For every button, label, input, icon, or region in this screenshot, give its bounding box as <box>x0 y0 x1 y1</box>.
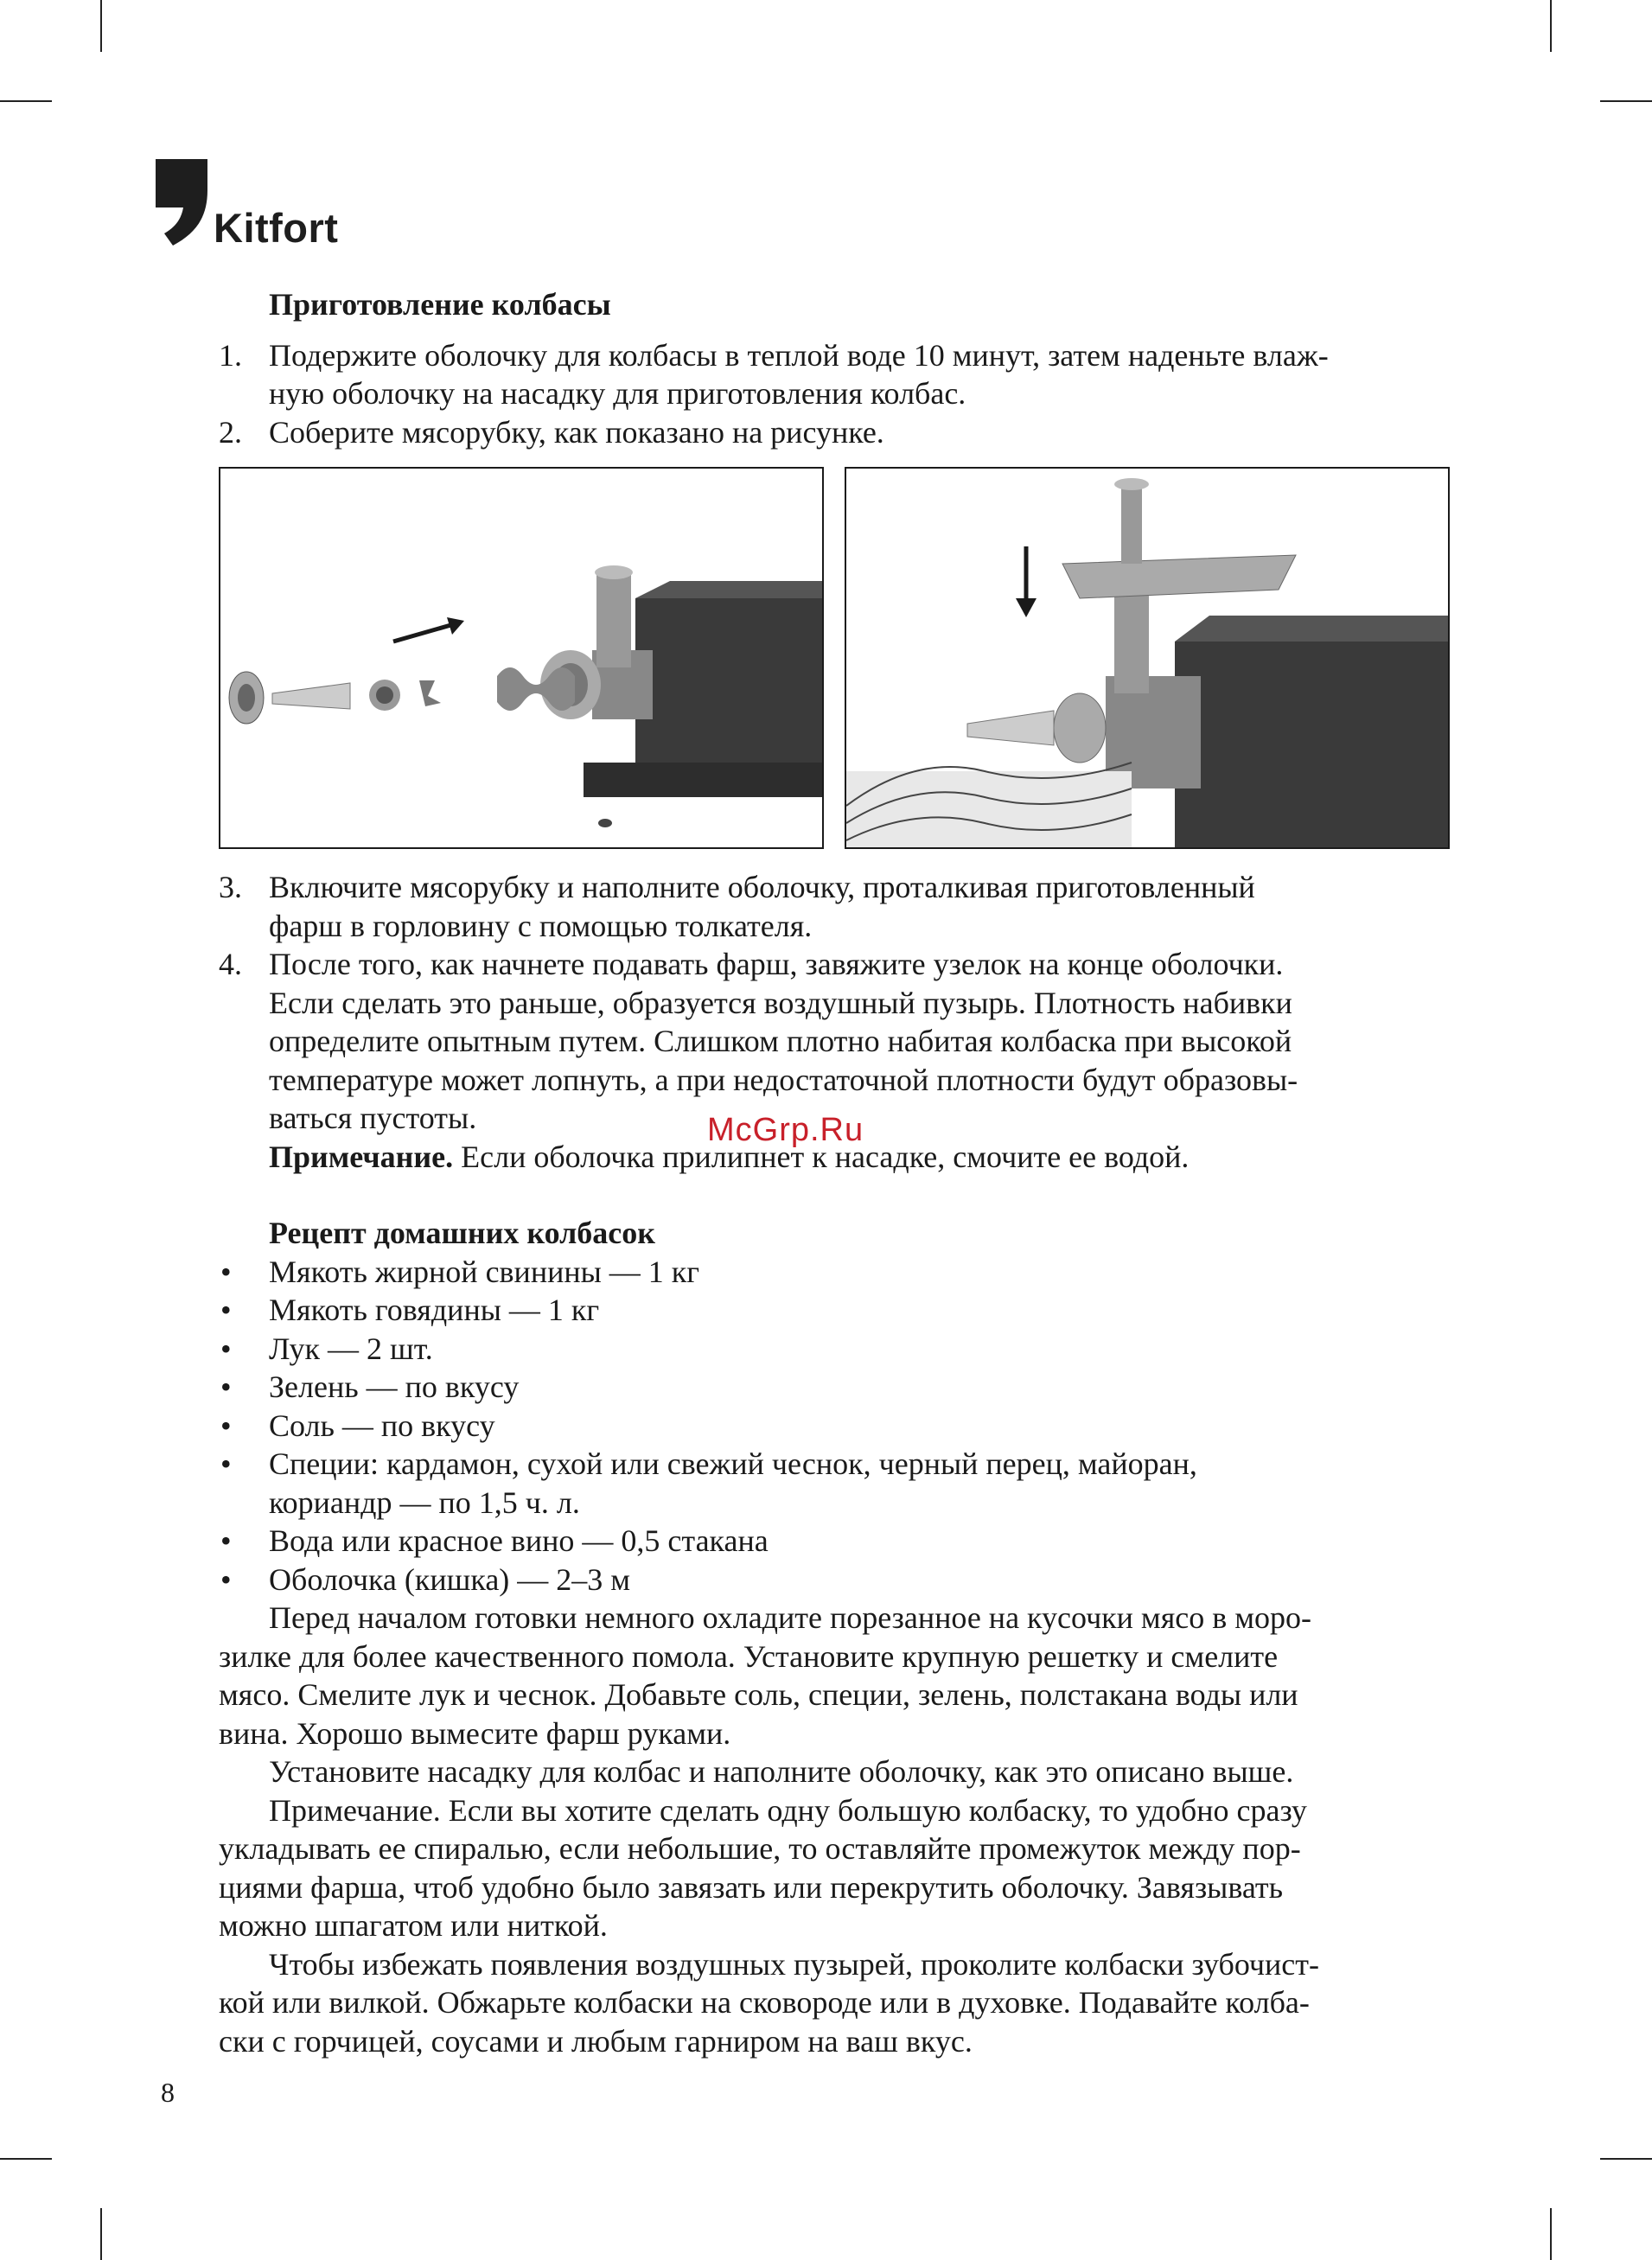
step-line: Включите мясорубку и наполните оболочку, проталкивая приготовленный <box>269 870 1255 904</box>
paragraph-line: можно шпагатом или ниткой. <box>219 1908 608 1943</box>
figure-assembly-final <box>845 467 1450 849</box>
crop-mark <box>1550 2208 1552 2260</box>
step-line: Подержите оболочку для колбасы в теплой воде 10 минут, затем наденьте влаж- <box>269 337 1329 373</box>
ingredients-list <box>219 1253 1446 1599</box>
step-line: Соберите мясорубку, как показано на рисунке. <box>269 414 884 450</box>
paragraph <box>219 1599 1446 1752</box>
steps-list-before <box>219 336 1446 452</box>
brand-name: Kitfort <box>214 205 339 251</box>
step-line: Если сделать это раньше, образуется воздушный пузырь. Плотность набивки <box>269 985 1292 1020</box>
bullet: • <box>220 1561 232 1597</box>
section-heading-sausage: Приготовление колбасы <box>269 287 611 322</box>
step-number: 3. <box>219 870 242 904</box>
step-item <box>219 336 1446 413</box>
step-number: 1. <box>219 337 242 373</box>
ingredient-line: Вода или красное вино — 0,5 стакана <box>269 1523 769 1558</box>
paragraph <box>219 1791 1446 1945</box>
figure-assembly-exploded <box>219 467 824 849</box>
step-item <box>219 945 1446 1138</box>
paragraph-line: ски с горчицей, соусами и любым гарниром на ваш вкус. <box>219 2023 973 2059</box>
crop-mark <box>0 2158 52 2160</box>
bullet: • <box>220 1293 232 1327</box>
ingredient-item <box>219 1368 1446 1407</box>
paragraph <box>219 1945 1446 2061</box>
step-line: После того, как начнете подавать фарш, завяжите узелок на конце оболочки. <box>269 947 1284 981</box>
note-text: Если оболочка прилипнет к насадке, смочите ее водой. <box>453 1139 1190 1174</box>
steps-list-after <box>219 868 1446 1138</box>
paragraph-line: Примечание. Если вы хотите сделать одну большую колбаску, то удобно сразу <box>269 1792 1307 1828</box>
ingredient-item <box>219 1561 1446 1599</box>
crop-mark <box>0 100 52 102</box>
step-line: определите опытным путем. Слишком плотно набитая колбаска при высокой <box>269 1024 1292 1058</box>
paragraph-line: циями фарша, чтоб удобно было завязать или перекрутить оболочку. Завязывать <box>219 1869 1284 1905</box>
step-number: 4. <box>219 947 242 981</box>
ingredient-line: Оболочка (кишка) — 2–3 м <box>269 1561 631 1597</box>
assembly-figures <box>219 467 1446 849</box>
bullet: • <box>220 1254 232 1289</box>
paragraph-line: укладывать ее спиралью, если небольшие, то оставляйте промежуток между пор- <box>219 1831 1301 1866</box>
ingredient-item <box>219 1522 1446 1561</box>
page-number: 8 <box>161 2077 175 2108</box>
crop-mark <box>100 0 102 52</box>
ingredient-line: Соль — по вкусу <box>269 1408 495 1443</box>
paragraph-line: кой или вилкой. Обжарьте колбаски на сковороде или в духовке. Подавайте колба- <box>219 1985 1310 2020</box>
document-body <box>219 285 1446 2060</box>
step-number: 2. <box>219 414 242 450</box>
watermark: McGrp.Ru <box>707 1112 864 1148</box>
paragraph-line: зилке для более качественного помола. Установите крупную решетку и смелите <box>219 1638 1279 1674</box>
step-line: ную оболочку на насадку для приготовления колбас. <box>269 376 966 411</box>
ingredient-line: Мякоть говядины — 1 кг <box>269 1293 600 1327</box>
ingredient-line: Лук — 2 шт. <box>269 1331 433 1366</box>
note-label: Примечание. <box>269 1139 454 1174</box>
bullet: • <box>220 1331 232 1366</box>
ingredient-line: Мякоть жирной свинины — 1 кг <box>269 1254 700 1289</box>
paragraph-line: Перед началом готовки немного охладите порезанное на кусочки мясо в моро- <box>269 1600 1312 1635</box>
ingredient-item <box>219 1445 1446 1522</box>
bullet: • <box>220 1408 232 1443</box>
crop-mark <box>1600 100 1652 102</box>
step-line: температуре может лопнуть, а при недостаточной плотности будут образовы- <box>269 1062 1298 1097</box>
crop-mark <box>1600 2158 1652 2160</box>
meat-grinder-exploded-illustration <box>220 469 822 847</box>
step-item <box>219 413 1446 452</box>
paragraph <box>219 1752 1446 1791</box>
paragraph-line: Установите насадку для колбас и наполните оболочку, как это описано выше. <box>269 1754 1294 1789</box>
ingredient-item <box>219 1291 1446 1330</box>
bullet: • <box>220 1523 232 1558</box>
ingredient-line: Зелень — по вкусу <box>269 1369 520 1404</box>
ingredient-item <box>219 1407 1446 1446</box>
bullet: • <box>220 1446 232 1481</box>
crop-mark <box>100 2208 102 2260</box>
paragraph-line: мясо. Смелите лук и чеснок. Добавьте соль, специи, зелень, полстакана воды или <box>219 1677 1298 1712</box>
paragraph-line: вина. Хорошо вымесите фарш руками. <box>219 1715 731 1751</box>
ingredient-line: кориандр — по 1,5 ч. л. <box>269 1484 580 1520</box>
bullet: • <box>220 1369 232 1404</box>
step-line: ваться пустоты. <box>269 1101 477 1135</box>
paragraph-line: Чтобы избежать появления воздушных пузырей, проколите колбаски зубочист- <box>269 1946 1319 1982</box>
crop-mark <box>1550 0 1552 52</box>
step-item <box>219 868 1446 945</box>
section-heading-recipe: Рецепт домашних колбасок <box>269 1216 656 1250</box>
ingredient-item <box>219 1330 1446 1369</box>
meat-grinder-assembled-illustration <box>846 469 1448 847</box>
step-line: фарш в горловину с помощью толкателя. <box>269 908 813 943</box>
ingredient-item <box>219 1253 1446 1292</box>
ingredient-line: Специи: кардамон, сухой или свежий чеснок, черный перец, майоран, <box>269 1446 1197 1481</box>
